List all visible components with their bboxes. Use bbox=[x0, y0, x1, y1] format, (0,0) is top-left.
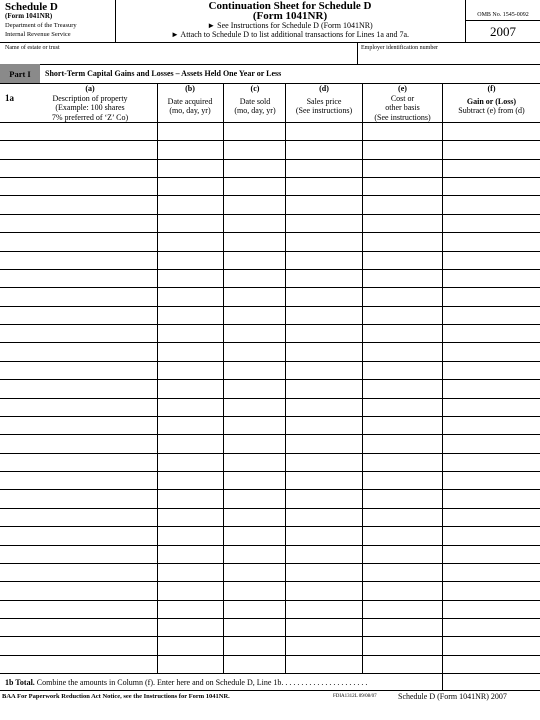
omb-number: OMB No. 1545-0092 bbox=[477, 12, 529, 18]
column-b-line-1: Date acquired bbox=[167, 96, 213, 106]
cell-gain-loss[interactable] bbox=[443, 637, 539, 653]
column-f-letter: (f) bbox=[487, 84, 496, 93]
cell-date-acquired[interactable] bbox=[158, 325, 222, 341]
column-b-line-2: (mo, day, yr) bbox=[169, 106, 211, 115]
cell-cost-basis[interactable] bbox=[363, 196, 441, 212]
cell-date-acquired[interactable] bbox=[158, 637, 222, 653]
cell-sales-price[interactable] bbox=[286, 343, 361, 359]
cell-date-sold[interactable] bbox=[224, 527, 284, 543]
cell-cost-basis[interactable] bbox=[363, 546, 441, 562]
cell-date-acquired[interactable] bbox=[158, 546, 222, 562]
column-a-line-3: 7% preferred of ‘Z’ Co) bbox=[51, 112, 129, 122]
cell-gain-loss[interactable] bbox=[443, 160, 539, 176]
cell-sales-price[interactable] bbox=[286, 546, 361, 562]
cell-gain-loss[interactable] bbox=[443, 362, 539, 378]
cell-date-sold[interactable] bbox=[224, 399, 284, 415]
cell-sales-price[interactable] bbox=[286, 619, 361, 635]
form-code: FDIA1312L 09/08/07 bbox=[333, 694, 377, 699]
cell-date-sold[interactable] bbox=[224, 196, 284, 212]
cell-sales-price[interactable] bbox=[286, 362, 361, 378]
cell-cost-basis[interactable] bbox=[363, 141, 441, 157]
cell-date-sold[interactable] bbox=[224, 380, 284, 396]
cell-description[interactable] bbox=[1, 564, 156, 580]
cell-date-acquired[interactable] bbox=[158, 399, 222, 415]
cell-gain-loss[interactable] bbox=[443, 601, 539, 617]
cell-sales-price[interactable] bbox=[286, 656, 361, 672]
cell-sales-price[interactable] bbox=[286, 637, 361, 653]
cell-date-sold[interactable] bbox=[224, 252, 284, 268]
id-row-divider bbox=[357, 42, 358, 64]
cell-description[interactable] bbox=[1, 527, 156, 543]
schedule-title: Schedule D bbox=[5, 1, 58, 13]
cell-date-acquired[interactable] bbox=[158, 196, 222, 212]
cell-gain-loss[interactable] bbox=[443, 141, 539, 157]
cell-cost-basis[interactable] bbox=[363, 490, 441, 506]
cell-sales-price[interactable] bbox=[286, 160, 361, 176]
cell-cost-basis[interactable] bbox=[363, 325, 441, 341]
cell-description[interactable] bbox=[1, 546, 156, 562]
column-f-line-1: Gain or (Loss) bbox=[466, 96, 517, 106]
cell-date-sold[interactable] bbox=[224, 123, 284, 139]
cell-description[interactable] bbox=[1, 215, 156, 231]
cell-date-sold[interactable] bbox=[224, 362, 284, 378]
column-e-line-2: other basis bbox=[385, 103, 420, 112]
cell-date-acquired[interactable] bbox=[158, 307, 222, 323]
cell-gain-loss[interactable] bbox=[443, 215, 539, 231]
cell-date-sold[interactable] bbox=[224, 307, 284, 323]
cell-sales-price[interactable] bbox=[286, 472, 361, 488]
cell-gain-loss[interactable] bbox=[443, 399, 539, 415]
cell-cost-basis[interactable] bbox=[363, 380, 441, 396]
cell-date-sold[interactable] bbox=[224, 325, 284, 341]
cell-cost-basis[interactable] bbox=[363, 233, 441, 249]
cell-date-sold[interactable] bbox=[224, 656, 284, 672]
column-a-letter: (a) bbox=[85, 84, 95, 93]
cell-description[interactable] bbox=[1, 270, 156, 286]
column-c-header bbox=[224, 84, 286, 116]
column-c-line-2: (mo, day, yr) bbox=[234, 106, 276, 115]
id-row-bottom-rule bbox=[0, 64, 540, 65]
cell-cost-basis[interactable] bbox=[363, 252, 441, 268]
cell-date-sold[interactable] bbox=[224, 270, 284, 286]
cell-date-sold[interactable] bbox=[224, 490, 284, 506]
column-e-line-3: (See instructions) bbox=[374, 112, 431, 122]
column-d-line-1: Sales price bbox=[306, 96, 342, 106]
cell-gain-loss[interactable] bbox=[443, 288, 539, 304]
cell-cost-basis[interactable] bbox=[363, 564, 441, 580]
total-row-text bbox=[5, 679, 367, 687]
estate-name-label: Name of estate or trust bbox=[5, 45, 60, 51]
cell-date-sold[interactable] bbox=[224, 546, 284, 562]
cell-gain-loss[interactable] bbox=[443, 307, 539, 323]
cell-description[interactable] bbox=[1, 582, 156, 598]
cell-date-acquired[interactable] bbox=[158, 435, 222, 451]
cell-gain-loss[interactable] bbox=[443, 527, 539, 543]
cell-description[interactable] bbox=[1, 178, 156, 194]
cell-sales-price[interactable] bbox=[286, 307, 361, 323]
cell-description[interactable] bbox=[1, 490, 156, 506]
cell-cost-basis[interactable] bbox=[363, 454, 441, 470]
cell-description[interactable] bbox=[1, 509, 156, 525]
cell-description[interactable] bbox=[1, 601, 156, 617]
total-amount-field[interactable] bbox=[443, 674, 539, 689]
cell-date-sold[interactable] bbox=[224, 454, 284, 470]
cell-cost-basis[interactable] bbox=[363, 417, 441, 433]
paperwork-notice: BAA For Paperwork Reduction Act Notice, see the Instructions for Form 1041NR. bbox=[2, 693, 230, 700]
column-b-letter: (b) bbox=[185, 84, 195, 93]
cell-description[interactable] bbox=[1, 362, 156, 378]
cell-description[interactable] bbox=[1, 288, 156, 304]
cell-gain-loss[interactable] bbox=[443, 454, 539, 470]
cell-date-acquired[interactable] bbox=[158, 343, 222, 359]
cell-cost-basis[interactable] bbox=[363, 362, 441, 378]
cell-gain-loss[interactable] bbox=[443, 123, 539, 139]
cell-date-sold[interactable] bbox=[224, 509, 284, 525]
cell-date-sold[interactable] bbox=[224, 233, 284, 249]
cell-description[interactable] bbox=[1, 252, 156, 268]
total-row-label: 1b Total. bbox=[5, 678, 35, 687]
cell-sales-price[interactable] bbox=[286, 252, 361, 268]
cell-cost-basis[interactable] bbox=[363, 619, 441, 635]
cell-date-acquired[interactable] bbox=[158, 564, 222, 580]
cell-cost-basis[interactable] bbox=[363, 637, 441, 653]
cell-gain-loss[interactable] bbox=[443, 509, 539, 525]
cell-cost-basis[interactable] bbox=[363, 509, 441, 525]
cell-date-acquired[interactable] bbox=[158, 252, 222, 268]
cell-sales-price[interactable] bbox=[286, 288, 361, 304]
cell-description[interactable] bbox=[1, 656, 156, 672]
cell-gain-loss[interactable] bbox=[443, 178, 539, 194]
column-c-line-1: Date sold bbox=[239, 96, 271, 106]
cell-date-acquired[interactable] bbox=[158, 509, 222, 525]
cell-description[interactable] bbox=[1, 399, 156, 415]
cell-gain-loss[interactable] bbox=[443, 582, 539, 598]
cell-sales-price[interactable] bbox=[286, 601, 361, 617]
cell-gain-loss[interactable] bbox=[443, 490, 539, 506]
cell-cost-basis[interactable] bbox=[363, 582, 441, 598]
cell-date-sold[interactable] bbox=[224, 215, 284, 231]
column-d-line-2: (See instructions) bbox=[295, 106, 353, 115]
cell-sales-price[interactable] bbox=[286, 454, 361, 470]
cell-date-acquired[interactable] bbox=[158, 270, 222, 286]
column-b-header bbox=[158, 84, 222, 116]
cell-cost-basis[interactable] bbox=[363, 288, 441, 304]
cell-cost-basis[interactable] bbox=[363, 215, 441, 231]
cell-date-sold[interactable] bbox=[224, 582, 284, 598]
cell-description[interactable] bbox=[1, 619, 156, 635]
cell-gain-loss[interactable] bbox=[443, 325, 539, 341]
main-title-line-2: (Form 1041NR) bbox=[252, 10, 328, 22]
cell-date-acquired[interactable] bbox=[158, 582, 222, 598]
cell-description[interactable] bbox=[1, 307, 156, 323]
cell-gain-loss[interactable] bbox=[443, 270, 539, 286]
cell-cost-basis[interactable] bbox=[363, 472, 441, 488]
cell-sales-price[interactable] bbox=[286, 527, 361, 543]
column-e-line-1: Cost or bbox=[390, 93, 415, 103]
cell-sales-price[interactable] bbox=[286, 270, 361, 286]
cell-date-acquired[interactable] bbox=[158, 472, 222, 488]
department-line-2: Internal Revenue Service bbox=[5, 31, 71, 38]
cell-gain-loss[interactable] bbox=[443, 343, 539, 359]
cell-date-acquired[interactable] bbox=[158, 233, 222, 249]
cell-description[interactable] bbox=[1, 472, 156, 488]
cell-date-acquired[interactable] bbox=[158, 490, 222, 506]
cell-description[interactable] bbox=[1, 160, 156, 176]
cell-date-acquired[interactable] bbox=[158, 160, 222, 176]
cell-sales-price[interactable] bbox=[286, 325, 361, 341]
ein-field[interactable] bbox=[361, 53, 536, 63]
cell-gain-loss[interactable] bbox=[443, 656, 539, 672]
cell-cost-basis[interactable] bbox=[363, 435, 441, 451]
cell-description[interactable] bbox=[1, 454, 156, 470]
cell-sales-price[interactable] bbox=[286, 435, 361, 451]
omb-divider bbox=[465, 20, 540, 21]
cell-date-acquired[interactable] bbox=[158, 417, 222, 433]
cell-date-sold[interactable] bbox=[224, 601, 284, 617]
cell-date-acquired[interactable] bbox=[158, 362, 222, 378]
ein-label: Employer identification number bbox=[361, 45, 438, 51]
cell-date-sold[interactable] bbox=[224, 160, 284, 176]
cell-cost-basis[interactable] bbox=[363, 343, 441, 359]
cell-gain-loss[interactable] bbox=[443, 417, 539, 433]
column-a-line-1: Description of property bbox=[52, 93, 128, 103]
cell-gain-loss[interactable] bbox=[443, 472, 539, 488]
column-e-letter: (e) bbox=[398, 84, 407, 93]
instruction-line-1: ► See Instructions for Schedule D (Form 1041NR) bbox=[207, 21, 373, 30]
cell-cost-basis[interactable] bbox=[363, 399, 441, 415]
cell-gain-loss[interactable] bbox=[443, 196, 539, 212]
cell-description[interactable] bbox=[1, 343, 156, 359]
form-reference: (Form 1041NR) bbox=[5, 12, 53, 20]
cell-date-acquired[interactable] bbox=[158, 527, 222, 543]
cell-date-acquired[interactable] bbox=[158, 288, 222, 304]
cell-description[interactable] bbox=[1, 233, 156, 249]
cell-sales-price[interactable] bbox=[286, 509, 361, 525]
cell-sales-price[interactable] bbox=[286, 215, 361, 231]
cell-description[interactable] bbox=[1, 141, 156, 157]
cell-date-sold[interactable] bbox=[224, 417, 284, 433]
cell-sales-price[interactable] bbox=[286, 399, 361, 415]
column-f-header bbox=[443, 84, 540, 116]
cell-description[interactable] bbox=[1, 123, 156, 139]
line-1a-label: 1a bbox=[5, 93, 14, 103]
main-title-line-1: Continuation Sheet for Schedule D bbox=[208, 0, 372, 12]
cell-cost-basis[interactable] bbox=[363, 601, 441, 617]
cell-sales-price[interactable] bbox=[286, 490, 361, 506]
cell-date-sold[interactable] bbox=[224, 343, 284, 359]
cell-date-acquired[interactable] bbox=[158, 215, 222, 231]
footer-form-id: Schedule D (Form 1041NR) 2007 bbox=[398, 692, 507, 701]
cell-sales-price[interactable] bbox=[286, 380, 361, 396]
department-line-1: Department of the Treasury bbox=[5, 22, 77, 29]
cell-gain-loss[interactable] bbox=[443, 380, 539, 396]
total-row-bottom-rule bbox=[0, 690, 540, 691]
column-c-letter: (c) bbox=[250, 84, 260, 93]
cell-cost-basis[interactable] bbox=[363, 123, 441, 139]
cell-cost-basis[interactable] bbox=[363, 656, 441, 672]
cell-gain-loss[interactable] bbox=[443, 252, 539, 268]
cell-date-sold[interactable] bbox=[224, 178, 284, 194]
cell-cost-basis[interactable] bbox=[363, 307, 441, 323]
cell-date-sold[interactable] bbox=[224, 435, 284, 451]
column-e-header bbox=[363, 84, 442, 122]
cell-cost-basis[interactable] bbox=[363, 527, 441, 543]
cell-sales-price[interactable] bbox=[286, 196, 361, 212]
column-a-line-2: (Example: 100 shares bbox=[55, 103, 125, 112]
cell-sales-price[interactable] bbox=[286, 582, 361, 598]
cell-date-acquired[interactable] bbox=[158, 380, 222, 396]
cell-date-sold[interactable] bbox=[224, 472, 284, 488]
tax-year: 2007 bbox=[490, 24, 516, 39]
total-row-instruction: Combine the amounts in Column (f). Enter here and on Schedule D, Line 1b. . . . . . . . . . . . . . . . . . . . . . bbox=[36, 678, 368, 687]
cell-sales-price[interactable] bbox=[286, 417, 361, 433]
cell-date-acquired[interactable] bbox=[158, 656, 222, 672]
cell-description[interactable] bbox=[1, 435, 156, 451]
cell-date-sold[interactable] bbox=[224, 564, 284, 580]
cell-cost-basis[interactable] bbox=[363, 178, 441, 194]
cell-date-sold[interactable] bbox=[224, 637, 284, 653]
cell-description[interactable] bbox=[1, 380, 156, 396]
column-d-header bbox=[286, 84, 362, 116]
column-a-header bbox=[25, 84, 155, 122]
header-bottom-rule bbox=[0, 42, 540, 43]
instruction-line-2: ► Attach to Schedule D to list additional transactions for Lines 1a and 7a. bbox=[170, 30, 410, 39]
cell-date-acquired[interactable] bbox=[158, 619, 222, 635]
cell-description[interactable] bbox=[1, 196, 156, 212]
cell-date-acquired[interactable] bbox=[158, 141, 222, 157]
cell-gain-loss[interactable] bbox=[443, 564, 539, 580]
cell-date-sold[interactable] bbox=[224, 288, 284, 304]
cell-sales-price[interactable] bbox=[286, 123, 361, 139]
cell-gain-loss[interactable] bbox=[443, 619, 539, 635]
cell-cost-basis[interactable] bbox=[363, 270, 441, 286]
cell-cost-basis[interactable] bbox=[363, 160, 441, 176]
column-d-letter: (d) bbox=[319, 84, 329, 93]
cell-description[interactable] bbox=[1, 325, 156, 341]
cell-date-acquired[interactable] bbox=[158, 601, 222, 617]
cell-date-acquired[interactable] bbox=[158, 178, 222, 194]
cell-description[interactable] bbox=[1, 417, 156, 433]
column-f-line-2: Subtract (e) from (d) bbox=[458, 106, 525, 115]
cell-sales-price[interactable] bbox=[286, 564, 361, 580]
cell-gain-loss[interactable] bbox=[443, 435, 539, 451]
cell-date-acquired[interactable] bbox=[158, 123, 222, 139]
cell-date-sold[interactable] bbox=[224, 141, 284, 157]
cell-gain-loss[interactable] bbox=[443, 233, 539, 249]
cell-description[interactable] bbox=[1, 637, 156, 653]
cell-date-sold[interactable] bbox=[224, 619, 284, 635]
cell-gain-loss[interactable] bbox=[443, 546, 539, 562]
part-1-label: Part I bbox=[0, 64, 40, 83]
cell-sales-price[interactable] bbox=[286, 233, 361, 249]
cell-sales-price[interactable] bbox=[286, 178, 361, 194]
part-1-title: Short-Term Capital Gains and Losses – Assets Held One Year or Less bbox=[45, 69, 282, 78]
cell-date-acquired[interactable] bbox=[158, 454, 222, 470]
cell-sales-price[interactable] bbox=[286, 141, 361, 157]
estate-name-field[interactable] bbox=[5, 53, 353, 63]
